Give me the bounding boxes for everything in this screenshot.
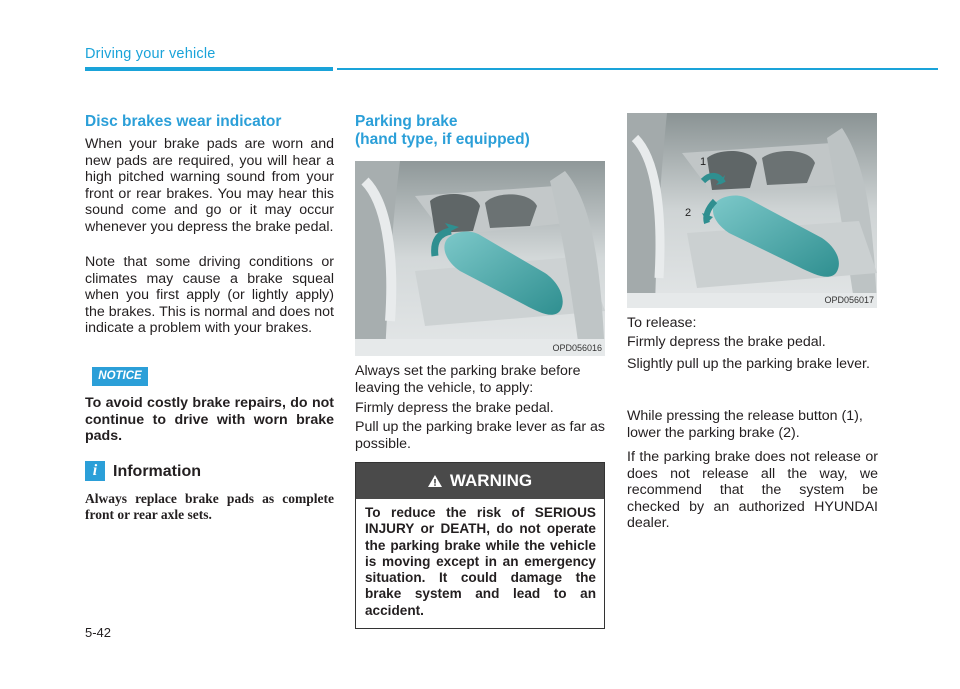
parking-brake-heading	[355, 113, 605, 149]
release-paragraph-4: While pressing the release button (1), lower the parking brake (2).	[627, 408, 863, 441]
release-paragraph-1: To release:	[627, 315, 697, 331]
parking-brake-apply-illustration	[355, 161, 605, 356]
parking-brake-paragraph-2: Firmly depress the brake pedal.	[355, 400, 554, 416]
disc-brakes-paragraph-2: Note that some driving conditions or climates may cause a brake squeal when you first apply (or lightly apply) the brakes. This is normal and does not indicate a problem with your brakes.	[85, 254, 334, 337]
figure-caption-release: OPD056017	[824, 295, 874, 305]
release-paragraph-3: Slightly pull up the parking brake lever.	[627, 356, 870, 372]
section-title: Driving your vehicle	[85, 46, 216, 62]
disc-brakes-heading: Disc brakes wear indicator	[85, 113, 282, 130]
parking-brake-paragraph-1: Always set the parking brake before leaving the vehicle, to apply:	[355, 363, 581, 396]
release-paragraph-2: Firmly depress the brake pedal.	[627, 334, 826, 350]
parking-brake-release-illustration	[627, 113, 877, 308]
warning-title: WARNING	[449, 471, 533, 490]
parking-brake-paragraph-3: Pull up the parking brake lever as far as possible.	[355, 419, 605, 452]
header-rule-thin	[337, 68, 938, 70]
information-text: Always replace brake pads as complete front or rear axle sets.	[85, 491, 334, 522]
figure-label-2: 2	[685, 207, 692, 219]
notice-text: To avoid costly brake repairs, do not continue to drive with worn brake pads.	[85, 395, 334, 445]
header-rule-thick	[85, 67, 333, 71]
figure-label-1: 1	[700, 156, 707, 168]
disc-brakes-paragraph-1: When your brake pads are worn and new pads are required, you will hear a high pitched warning sound from your front or rear brakes. You may hear this sound come and go or it may occur whenever you depress the brake pedal.	[85, 136, 334, 235]
parking-brake-heading-line1: Parking brake	[355, 113, 458, 130]
warning-header	[356, 463, 604, 499]
notice-badge: NOTICE	[92, 367, 148, 386]
warning-text: To reduce the risk of SERIOUS INJURY or DEATH, do not operate the parking brake while the vehicle is moving except in an emergency situation. It could damage the brake system and lead to an accident.	[365, 505, 596, 618]
parking-brake-heading-line2: (hand type, if equipped)	[355, 131, 530, 148]
warning-box	[355, 462, 605, 629]
info-icon: i	[85, 461, 105, 481]
information-title: Information	[113, 463, 201, 480]
parking-brake-release-figure	[627, 113, 877, 308]
warning-triangle-icon	[428, 464, 442, 500]
page-number: 5-42	[85, 625, 112, 640]
release-paragraph-5: If the parking brake does not release or does not release all the way, we recommend that the system be checked by an authorized HYUNDAI dealer.	[627, 449, 878, 532]
figure-caption-apply: OPD056016	[552, 343, 602, 353]
parking-brake-apply-figure	[355, 161, 605, 356]
